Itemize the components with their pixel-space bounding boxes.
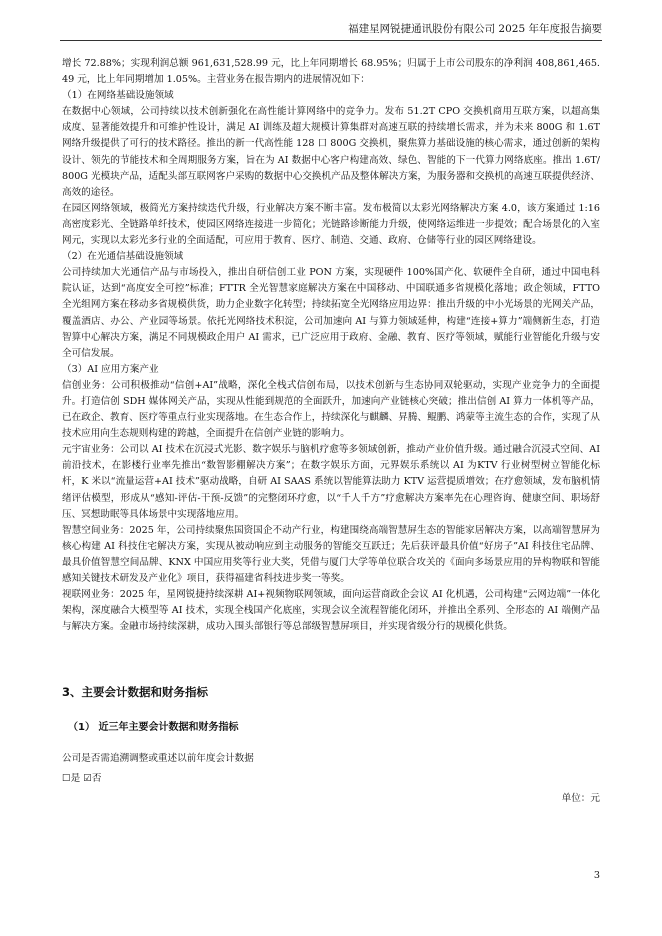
restatement-answer: ☐是 ☑否 (62, 773, 102, 784)
header-title: 福建星网锐捷通讯股份有限公司 2025 年年度报告摘要 (348, 23, 602, 35)
report-body (62, 56, 604, 635)
subsection-network-infra: （1）在网络基础设施领域 (62, 90, 174, 102)
paragraph-video-iot: 视联网业务：2025 年，星网锐捷持续深耕 AI+视频物联网领域，面向运营商政企会议 AI 化机遇，公司构建“云网边端”一体化架构，深度融合大模型等 AI 技术，实现全栈国产化底座，实现会议全流程智能化闭环，并推出全系列、全形态的 AI 端侧产品与解决方案。金融市场持续深耕，成功入围头部银行等总部级智慧屏项目，并实现省级分行的规模化供货。 (62, 589, 600, 633)
section-subheading: （1） 近三年主要会计数据和财务指标 (68, 722, 239, 733)
paragraph-growth-summary: 增长 72.88%；实现利润总额 961,631,528.99 元，比上年同期增长 68.95%；归属于上市公司股东的净利润 408,861,465.49 元，比上年同期增加 1.05%。主营业务在报告期内的进展情况如下： (62, 58, 600, 86)
paragraph-datacenter: 在数据中心领域，公司持续以技术创新强化在高性能计算网络中的竞争力。发布 51.2T CPO 交换机商用互联方案，以超高集成度、显著能效提升和可维护性设计，满足 AI 训练及超大规模计算集群对高速互联的持续增长需求，并为未来 800G 和 1.6T 网络升级提供了可行的技术路径。推出的新一代高性能 128 口 800G 交换机，聚焦算力基础设施的核心需求，通过创新的架构设计、领先的节能技术和全周期服务方案，旨在为 AI 数据中心客户构建高效、绿色、智能的下一代算力网络底座。推出 1.6T/800G 光模块产品，适配头部互联网客户采购的数据中心交换机产品及整体解决方案，为服务器和交换机的高速互联提供经济、高效的途径。 (62, 106, 604, 198)
unit-label: 单位：元 (561, 793, 600, 804)
paragraph-xinchuang: 信创业务：公司积极推动“信创+AI”战略，深化全栈式信创布局，以技术创新与生态协同双轮驱动，实现产业竞争力的全面提升。打造信创 SDH 媒体网关产品，实现从性能到规范的全面跃升，加速向产业链核心突破；推出信创 AI 算力一体机等产品，已在政企、教育、医疗等重点行业实现落地。在生态合作上，持续深化与麒麟、昇腾、鲲鹏、鸿蒙等主流生态的合作，实现了从技术应用向生态规则构建的跨越，全面提升在信创产业链的影响力。 (62, 379, 600, 440)
paragraph-smart-space: 智慧空间业务：2025 年，公司持续聚焦国资国企不动产行业，构建围绕高端智慧屏生态的智能家居解决方案，以高端智慧屏为核心构建 AI 科技住宅解决方案，实现从被动响应到主动服务的智能交互跃迁；先后获评最具价值“好房子”AI 科技住宅品牌、最具价值智慧空间品牌、KNX 中国应用奖等行业大奖，凭借与厦门大学等单位联合攻关的《面向多场景应用的异构物联和智能感知关键技术研发及产业化》项目，获得福建省科技进步奖一等奖。 (62, 524, 600, 584)
subsection-ai-apps: （3）AI 应用方案产业 (62, 363, 159, 375)
section-heading: 3、主要会计数据和财务指标 (62, 685, 209, 699)
paragraph-optical: 公司持续加大光通信产品与市场投入，推出自研信创工业 PON 方案，实现硬件 100%国产化、软硬件全自研，通过中国电科院认证，达到“高度安全可控”标准；FTTR 全光智慧家庭解决方案在中国移动、中国联通多省规模化落地；政企领域，FTTO 全光组网方案在移动多省规模供货，助力企业数字化转型；持续拓宽全光网络应用边界：推出升级的中小光场景的光网关产品，覆盖酒店、办公、产业园等场景。依托光网络技术积淀，公司加速向 AI 与算力领域延伸，构建“连接+算力”端侧新生态，打造智算中心解决方案，满足不同规模政企用户 AI 需求，已广泛应用于政府、金融、教育、医疗等领域，赋能行业智能化升级与安全可信发展。 (62, 267, 604, 359)
restatement-question: 公司是否需追溯调整或重述以前年度会计数据 (62, 753, 254, 764)
paragraph-metaverse: 元宇宙业务：公司以 AI 技术在沉浸式光影、数字娱乐与脑机疗愈等多领域创新，推动产业价值升级。通过融合沉浸式空间、AI 前沿技术，在影楼行业率先推出“数智影棚解决方案”；在数字娱乐方面，元界娱乐系统以 AI 为KTV 行业树型树立智能化标杆，K 米以“流量运营+AI 技术”驱动战略，自研 AI SAAS 系统以智能算法助力 KTV 运营提质增效；在疗愈领域，发布脑机情绪评估模型，形成从“感知-评估-干预-反馈”的完整闭环疗愈，以“千人千方”疗愈解决方案率先在心理咨询、健康空间、职场舒压、冥想助眠等具体场景中实现落地应用。 (62, 444, 604, 520)
page-header (60, 14, 602, 41)
subsection-optical-infra: （2）在光通信基础设施领域 (62, 251, 184, 263)
paragraph-campus-network: 在园区网络领域，极简光方案持续迭代升级，行业解决方案不断丰富。发布极简以太彩光网络解决方案 4.0，该方案通过 1:16 高密度彩光、全链路单纤技术，使园区网络连接进一步简化；光链路诊断能力升级，使网络运维进一步提效；配合场景化的入室网元，实现以太彩光多行业的全面适配，可应用于教育、医疗、制造、交通、政府、仓储等行业的园区网络建设。 (62, 202, 604, 247)
page-number: 3 (593, 870, 600, 881)
